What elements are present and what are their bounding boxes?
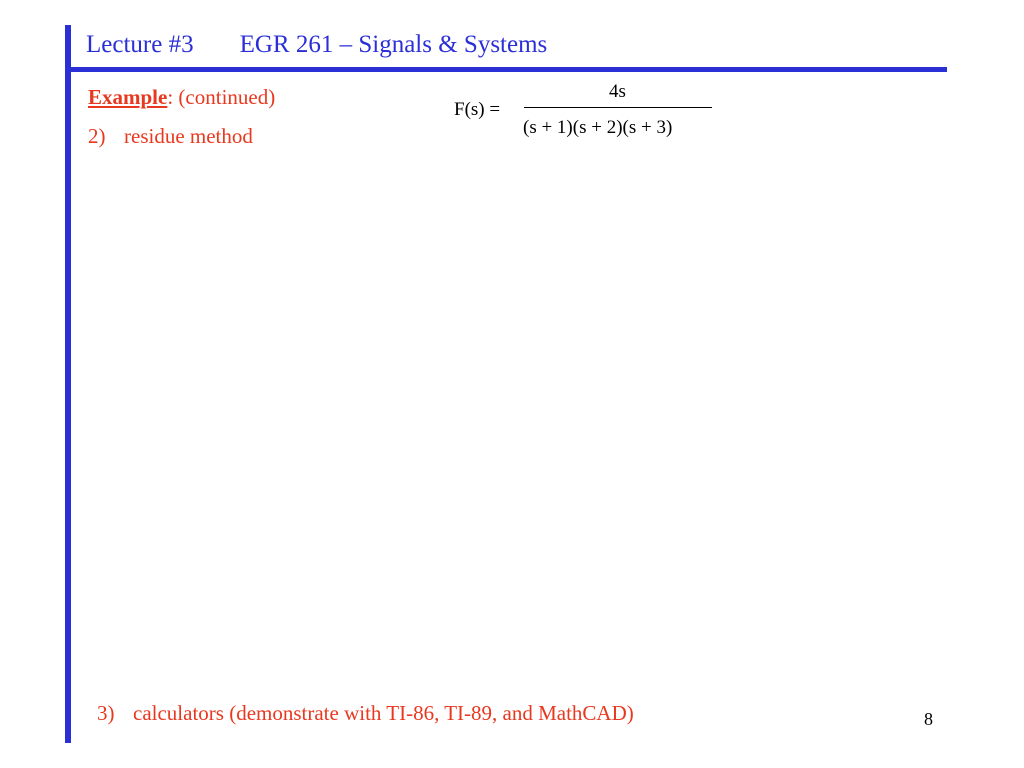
list-item — [97, 703, 634, 724]
equation-denominator: (s + 1)(s + 2)(s + 3) — [523, 117, 673, 138]
page-number: 8 — [924, 709, 933, 729]
course-title: EGR 261 – Signals & Systems — [239, 31, 548, 58]
list-item — [88, 126, 253, 147]
list-item-text: calculators (demonstrate with TI-86, TI-89, and MathCAD) — [133, 701, 634, 725]
left-accent-bar — [65, 25, 71, 743]
example-heading — [88, 87, 275, 108]
list-item-number: 2) — [88, 124, 106, 148]
lecture-label: Lecture #3 — [86, 31, 194, 58]
equation-lhs: F(s) = — [454, 99, 501, 120]
transfer-function-equation — [454, 82, 724, 146]
example-label: Example — [88, 85, 168, 109]
fraction-bar — [524, 107, 712, 108]
list-item-number: 3) — [97, 701, 115, 725]
example-suffix: : (continued) — [167, 85, 276, 109]
title-underline-rule — [65, 67, 947, 72]
slide-title — [86, 32, 547, 57]
equation-numerator: 4s — [609, 81, 626, 102]
list-item-text: residue method — [124, 124, 253, 148]
